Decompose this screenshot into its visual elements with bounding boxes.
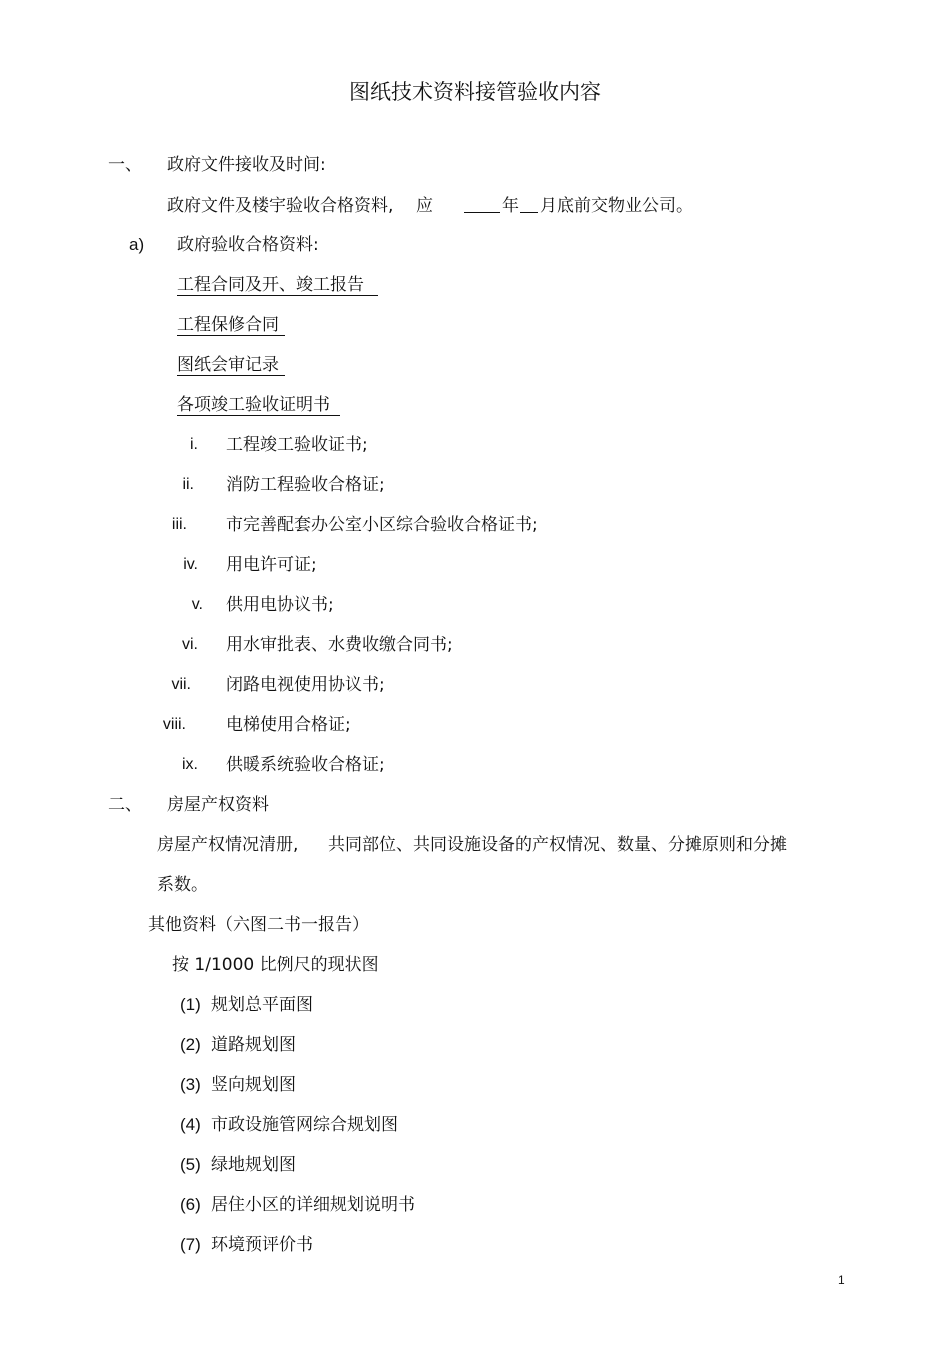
roman-numeral: iii. (171, 516, 187, 533)
section1-number: 一、 (108, 155, 142, 175)
list-number: (4) (180, 1115, 201, 1134)
page-number: 1 (838, 1273, 845, 1287)
roman-numeral: v. (191, 596, 203, 613)
list-number: (7) (180, 1235, 201, 1254)
list-item: 道路规划图 (211, 1035, 296, 1055)
roman-numeral: viii. (162, 716, 186, 733)
list-item: 闭路电视使用协议书; (226, 675, 385, 695)
section2-para-c: 系数。 (157, 875, 208, 895)
year-blank (464, 196, 500, 213)
list-item: 电梯使用合格证; (226, 715, 351, 735)
document-title: 图纸技术资料接管验收内容 (349, 80, 601, 104)
doc-item: 工程保修合同 (177, 315, 285, 336)
section1-heading: 政府文件接收及时间: (167, 155, 326, 175)
list-item: 市完善配套办公室小区综合验收合格证书; (226, 515, 538, 535)
roman-numeral: vi. (182, 636, 198, 653)
list-number: (2) (180, 1035, 201, 1054)
list-item: 消防工程验收合格证; (226, 475, 385, 495)
roman-numeral: vii. (171, 676, 191, 693)
section2-heading: 房屋产权资料 (167, 795, 269, 815)
section1-text-d: 月底前交物业公司。 (540, 196, 693, 216)
list-item: 环境预评价书 (211, 1235, 313, 1255)
section2-para-b: 共同部位、共同设施设备的产权情况、数量、分摊原则和分摊 (328, 835, 787, 855)
section2-para-a: 房屋产权情况清册, (157, 835, 299, 855)
roman-numeral: iv. (183, 556, 198, 573)
list-item: 绿地规划图 (211, 1155, 296, 1175)
list-number: (6) (180, 1195, 201, 1214)
scale-note: 按 1/1000 比例尺的现状图 (172, 955, 379, 975)
section1-text-c: 年 (502, 196, 519, 216)
roman-numeral: ix. (182, 756, 198, 773)
list-item: 供用电协议书; (226, 595, 334, 615)
list-number: (3) (180, 1075, 201, 1094)
list-number: (1) (180, 995, 201, 1014)
section2-number: 二、 (108, 795, 142, 815)
list-item: 竖向规划图 (211, 1075, 296, 1095)
roman-numeral: ii. (182, 476, 194, 493)
list-item: 市政设施管网综合规划图 (211, 1115, 398, 1135)
list-item: 规划总平面图 (211, 995, 313, 1015)
list-number: (5) (180, 1155, 201, 1174)
list-item: 用水审批表、水费收缴合同书; (226, 635, 453, 655)
roman-numeral: i. (190, 436, 198, 453)
list-item: 居住小区的详细规划说明书 (211, 1195, 415, 1215)
sub-marker-a: a) (129, 235, 145, 254)
list-item: 供暖系统验收合格证; (226, 755, 385, 775)
doc-item: 图纸会审记录 (177, 355, 285, 376)
section1-text-a: 政府文件及楼宇验收合格资料, (167, 196, 394, 216)
doc-item: 工程合同及开、竣工报告 (177, 275, 378, 296)
month-blank (520, 196, 538, 213)
doc-item: 各项竣工验收证明书 (177, 395, 340, 416)
sub-heading: 政府验收合格资料: (177, 235, 319, 255)
list-item: 工程竣工验收证书; (226, 435, 368, 455)
other-materials: 其他资料（六图二书一报告） (148, 915, 369, 935)
section1-text-b: 应 (416, 196, 433, 216)
list-item: 用电许可证; (226, 555, 317, 575)
